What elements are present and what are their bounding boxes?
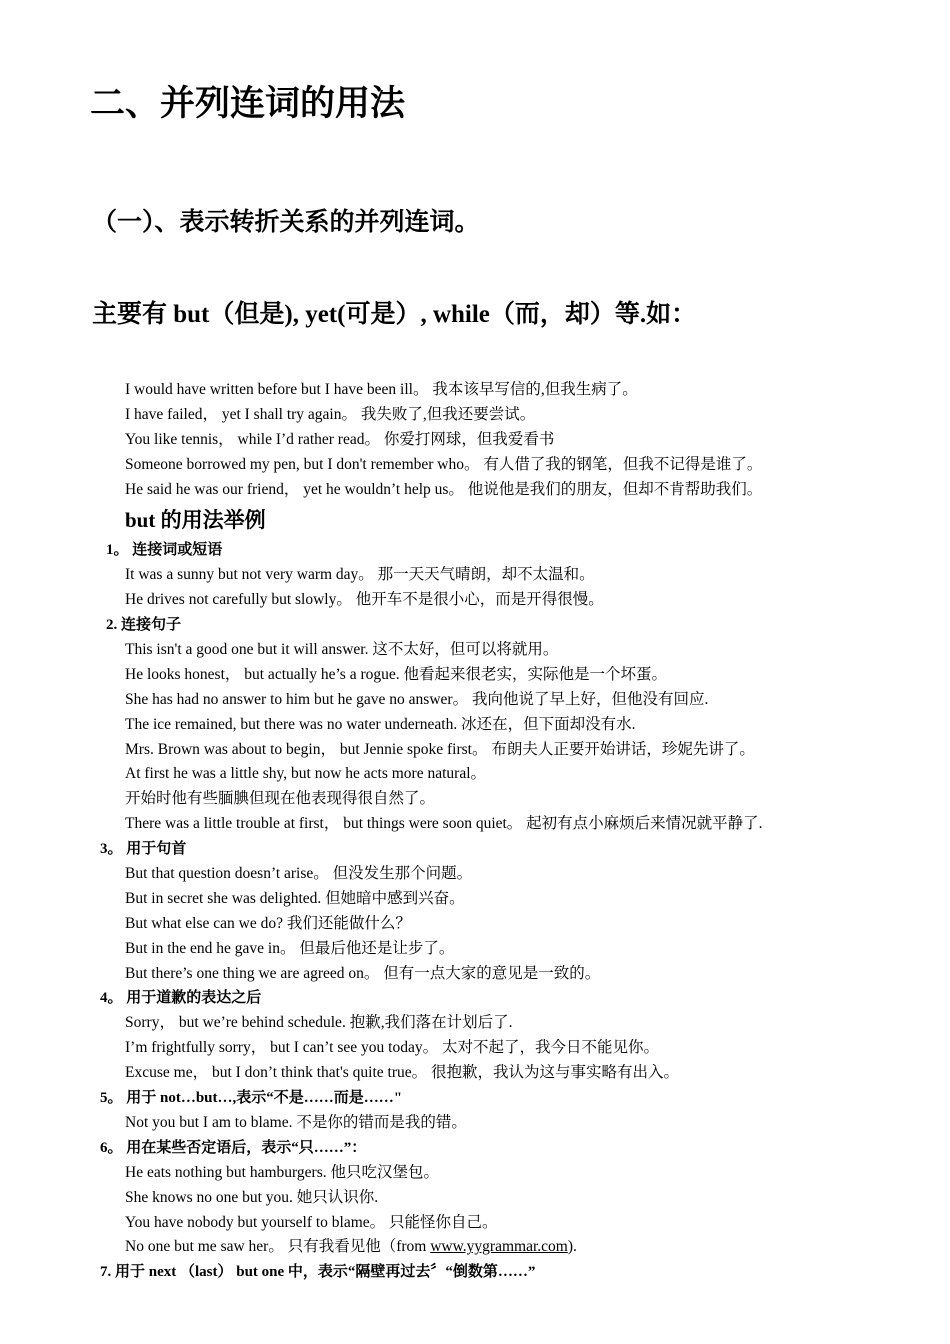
example-line: The ice remained, but there was no water underneath. 冰还在，但下面却没有水. [125, 715, 636, 733]
group-heading: 3。 用于句首 [100, 841, 187, 858]
example-line: Someone borrowed my pen, but I don't remember who。 有人借了我的钢笔，但我不记得是谁了。 [125, 455, 763, 473]
example-line: 开始时他有些腼腆但现在他表现得很自然了。 [125, 790, 436, 808]
group-heading: 1。 连接词或短语 [106, 542, 223, 559]
group-heading: 7. 用于 next （last） but one 中，表示“隔壁再过去〞“倒数第……” [100, 1264, 536, 1281]
example-line: This isn't a good one but it will answer. 这不太好，但可以将就用。 [125, 641, 559, 659]
example-line: But that question doesn’t arise。 但没发生那个问题。 [125, 865, 473, 883]
example-line: I’m frightfully sorry， but I can’t see you today。 太对不起了，我今日不能见你。 [125, 1039, 659, 1057]
example-line: Mrs. Brown was about to begin， but Jennie spoke first。 布朗夫人正要开始讲话，珍妮先讲了。 [125, 740, 755, 758]
example-line: He said he was our friend， yet he wouldn’t help us。 他说他是我们的朋友，但却不肯帮助我们。 [125, 480, 763, 498]
example-line: She knows no one but you. 她只认识你. [125, 1188, 379, 1206]
line-text: No one but me saw her。 只有我看见他（from [125, 1238, 431, 1256]
example-line: You like tennis， while I’d rather read。 你爱打网球，但我爱看书 [125, 430, 555, 448]
line-text: ). [567, 1238, 577, 1256]
content-lines [0, 378, 950, 1285]
example-line: I have failed， yet I shall try again。 我失败了,但我还要尝试。 [125, 405, 536, 423]
example-line: Excuse me， but I don’t think that's quite true。 很抱歉，我认为这与事实略有出入。 [125, 1064, 679, 1082]
example-line: But in secret she was delighted. 但她暗中感到兴奋。 [125, 889, 465, 907]
example-line: There was a little trouble at first， but things were soon quiet。 起初有点小麻烦后来情况就平静了. [125, 815, 763, 833]
example-line: You have nobody but yourself to blame。 只能怪你自己。 [125, 1213, 498, 1231]
example-line: But in the end he gave in。 但最后他还是让步了。 [125, 939, 455, 957]
group-heading: 4。 用于道歉的表达之后 [100, 990, 262, 1007]
example-line: He looks honest， but actually he’s a rogue. 他看起来很老实，实际他是一个坏蛋。 [125, 665, 668, 683]
source-link[interactable]: www.yygrammar.com [430, 1238, 568, 1256]
example-line: He drives not carefully but slowly。 他开车不是很小心，而是开得很慢。 [125, 591, 604, 609]
group-heading: 6。 用在某些否定语后，表示“只……”： [100, 1139, 367, 1156]
intro-heading: 主要有 but（但是), yet(可是）, while（而，却）等.如： [92, 301, 697, 328]
example-line: At first he was a little shy, but now he acts more natural。 [125, 765, 487, 783]
example-line: Not you but I am to blame. 不是你的错而是我的错。 [125, 1113, 467, 1131]
group-heading: 5。 用于 not…but…,表示“不是……而是……" [100, 1090, 403, 1107]
example-line: She has had no answer to him but he gave no answer。 我向他说了早上好，但他没有回应. [125, 690, 709, 708]
subheading: but 的用法举例 [125, 508, 266, 533]
page-title: 二、并列连词的用法 [90, 84, 406, 123]
example-line: I would have written before but I have been ill。 我本该早写信的,但我生病了。 [125, 381, 638, 398]
example-line: It was a sunny but not very warm day。 那一天天气晴朗，却不太温和。 [125, 566, 595, 584]
example-line: But there’s one thing we are agreed on。 但有一点大家的意见是一致的。 [125, 964, 601, 982]
example-line: But what else can we do? 我们还能做什么？ [125, 914, 411, 932]
example-line: Sorry， but we’re behind schedule. 抱歉,我们落在计划后了. [125, 1014, 513, 1032]
group-heading: 2. 连接句子 [106, 617, 182, 634]
section-heading: （一）、表示转折关系的并列连词。 [92, 209, 480, 236]
example-line-with-link [0, 1235, 950, 1260]
example-line: He eats nothing but hamburgers. 他只吃汉堡包。 [125, 1163, 439, 1181]
